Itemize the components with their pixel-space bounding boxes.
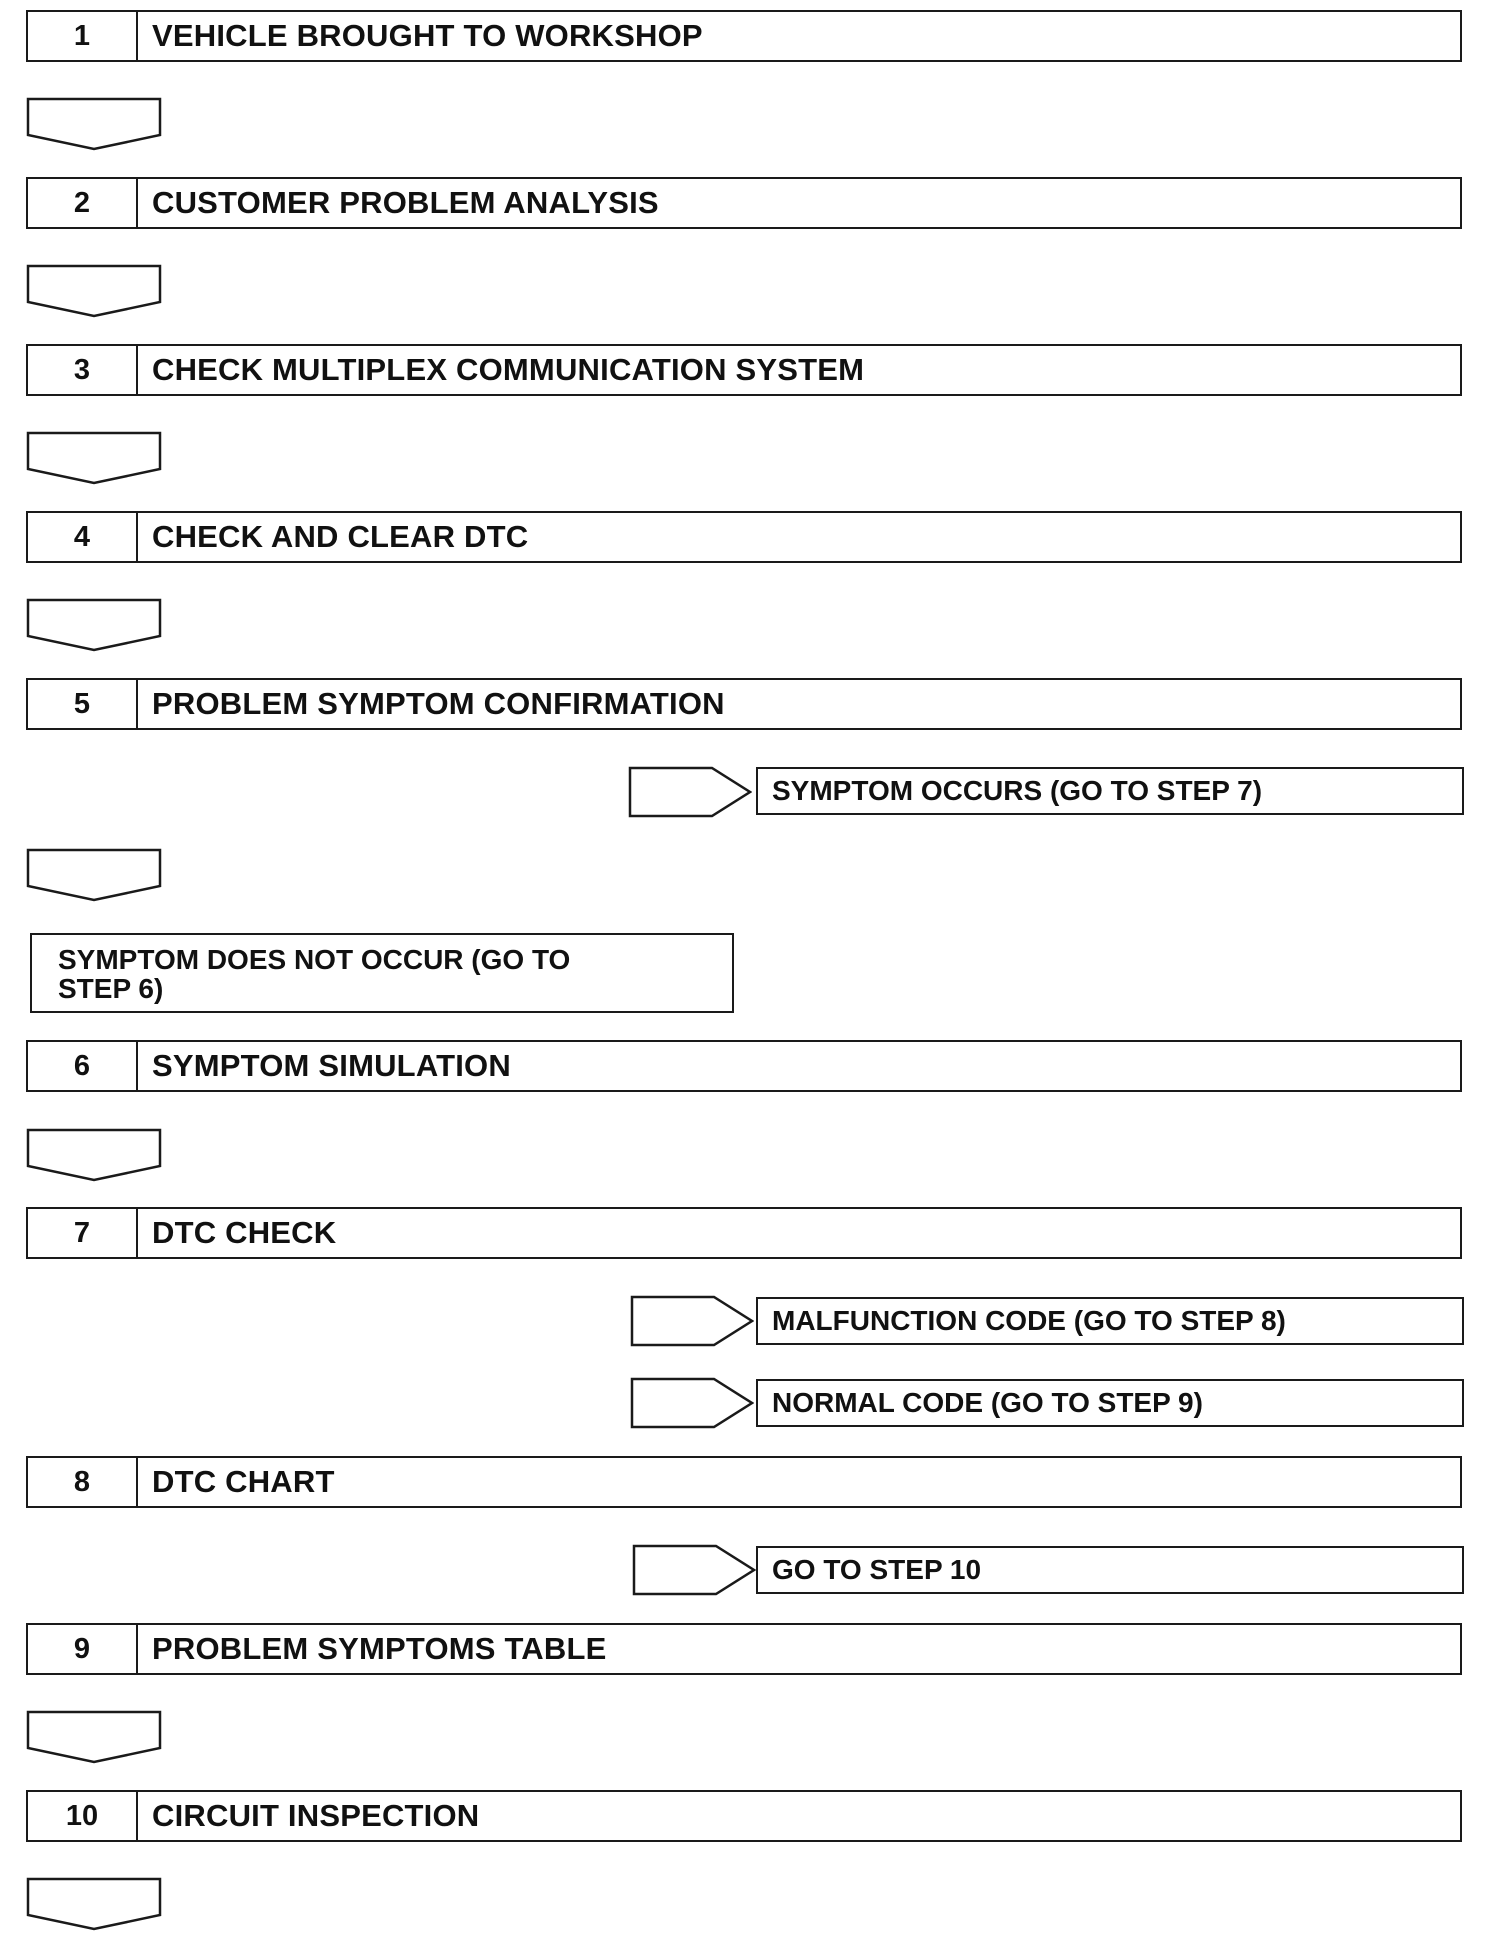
right-arrow-icon	[630, 1295, 754, 1347]
right-arrow-icon	[628, 766, 752, 818]
step-title: PROBLEM SYMPTOMS TABLE	[152, 1631, 607, 1666]
down-arrow-icon	[26, 1877, 162, 1931]
step-title: DTC CHART	[152, 1464, 335, 1499]
step-title: DTC CHECK	[152, 1215, 337, 1250]
down-arrow-icon	[26, 1128, 162, 1182]
step-title: VEHICLE BROUGHT TO WORKSHOP	[152, 18, 703, 53]
step-4	[26, 511, 1462, 563]
step-10	[26, 1790, 1462, 1842]
step-6	[26, 1040, 1462, 1092]
step-title: SYMPTOM SIMULATION	[152, 1048, 511, 1083]
step-number: 2	[28, 179, 138, 227]
down-arrow-icon	[26, 97, 162, 151]
branch-symptom-occurs: SYMPTOM OCCURS (GO TO STEP 7)	[756, 767, 1464, 815]
step-9	[26, 1623, 1462, 1675]
step-number: 1	[28, 12, 138, 60]
down-arrow-icon	[26, 264, 162, 318]
step-5	[26, 678, 1462, 730]
branch-go-to-step-10: GO TO STEP 10	[756, 1546, 1464, 1594]
note-line-2: STEP 6)	[58, 973, 164, 1004]
step-1	[26, 10, 1462, 62]
step-number: 3	[28, 346, 138, 394]
step-title: CIRCUIT INSPECTION	[152, 1798, 480, 1833]
step-number: 4	[28, 513, 138, 561]
step-number: 5	[28, 680, 138, 728]
step-number: 10	[28, 1792, 138, 1840]
step-number: 8	[28, 1458, 138, 1506]
step-title: CHECK MULTIPLEX COMMUNICATION SYSTEM	[152, 352, 865, 387]
branch-normal-code: NORMAL CODE (GO TO STEP 9)	[756, 1379, 1464, 1427]
step-number: 9	[28, 1625, 138, 1673]
step-number: 7	[28, 1209, 138, 1257]
step-2	[26, 177, 1462, 229]
branch-malfunction-code: MALFUNCTION CODE (GO TO STEP 8)	[756, 1297, 1464, 1345]
down-arrow-icon	[26, 431, 162, 485]
step-3	[26, 344, 1462, 396]
step-title: CUSTOMER PROBLEM ANALYSIS	[152, 185, 659, 220]
symptom-does-not-occur-box	[30, 933, 734, 1013]
right-arrow-icon	[630, 1377, 754, 1429]
step-title: CHECK AND CLEAR DTC	[152, 519, 529, 554]
right-arrow-icon	[632, 1544, 756, 1596]
step-title: PROBLEM SYMPTOM CONFIRMATION	[152, 686, 725, 721]
note-line-1: SYMPTOM DOES NOT OCCUR (GO TO	[58, 944, 571, 975]
step-number: 6	[28, 1042, 138, 1090]
down-arrow-icon	[26, 1710, 162, 1764]
down-arrow-icon	[26, 598, 162, 652]
step-7	[26, 1207, 1462, 1259]
down-arrow-icon	[26, 848, 162, 902]
step-8	[26, 1456, 1462, 1508]
